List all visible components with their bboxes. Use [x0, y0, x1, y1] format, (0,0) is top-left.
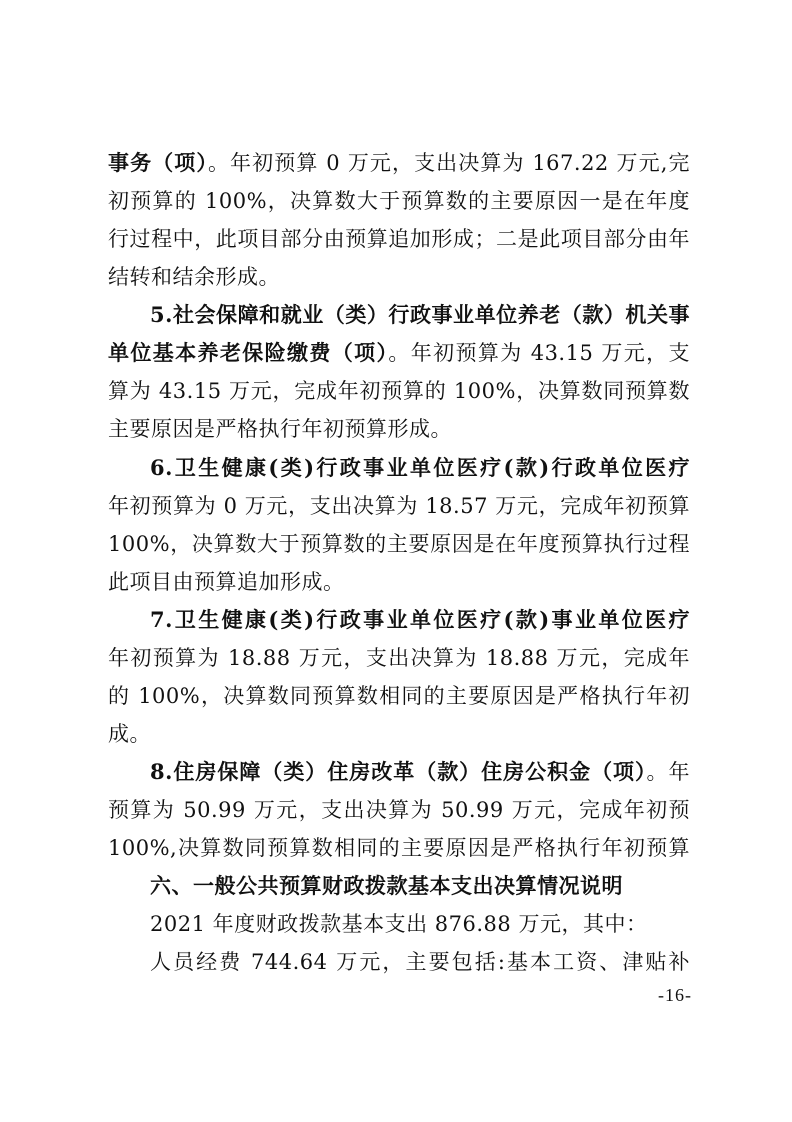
text-line	[108, 221, 690, 257]
text-line	[108, 526, 690, 562]
bold-heading: 7.卫生健康(类)行政事业单位医疗(款)事业单位医疗	[150, 607, 690, 632]
line-text: 结转和结余形成。	[108, 265, 280, 289]
line-text: 成。	[108, 722, 151, 746]
text-line	[108, 830, 690, 866]
line-text: 此项目由预算追加形成。	[108, 570, 345, 594]
line-text: 。年初预算 0 万元，支出决算为 167.22 万元,完	[207, 151, 690, 175]
page-number: -16-	[658, 985, 692, 1005]
text-line	[108, 373, 690, 409]
text-line	[108, 792, 690, 828]
section-heading	[150, 868, 623, 904]
text-line	[150, 754, 690, 790]
text-line	[108, 640, 690, 676]
text-line	[108, 488, 690, 524]
line-text: 年初预算为 18.88 万元，支出决算为 18.88 万元，完成年	[108, 646, 690, 670]
line-text: 预算为 50.99 万元，支出决算为 50.99 万元，完成年初预	[108, 798, 690, 822]
line-text: 初预算的 100%，决算数大于预算数的主要原因一是在年度	[108, 189, 690, 213]
bold-heading: 单位基本养老保险缴费（项）	[108, 340, 389, 365]
line-text: 年初预算为 0 万元，支出决算为 18.57 万元，完成年初预算	[108, 494, 690, 518]
line-text: 行过程中，此项目部分由预算追加形成；二是此项目部分由年	[108, 227, 690, 251]
text-line	[108, 716, 151, 752]
bold-heading: 6.卫生健康(类)行政事业单位医疗(款)行政单位医疗	[150, 455, 690, 480]
text-line	[108, 259, 280, 295]
bold-heading: 事务（项）	[108, 150, 208, 175]
line-text: 100%，决算数大于预算数的主要原因是在年度预算执行过程	[108, 532, 690, 556]
line-text: 。年	[646, 760, 690, 784]
text-line	[108, 564, 345, 600]
text-line	[150, 944, 690, 980]
line-text: 算为 43.15 万元，完成年初预算的 100%，决算数同预算数	[108, 379, 690, 403]
line-text: 人员经费 744.64 万元，主要包括:基本工资、津贴补	[150, 950, 690, 974]
text-line	[108, 145, 690, 181]
text-line	[108, 678, 690, 714]
bold-heading: 六、一般公共预算财政拨款基本支出决算情况说明	[150, 873, 623, 898]
line-text: 的 100%，决算数同预算数相同的主要原因是严格执行年初	[108, 684, 690, 708]
bold-heading: 5.社会保障和就业（类）行政事业单位养老（款）机关事	[150, 302, 690, 327]
text-line	[108, 183, 690, 219]
text-line	[108, 335, 690, 371]
line-text: 。年初预算为 43.15 万元，支	[388, 341, 690, 365]
text-line	[150, 602, 690, 638]
text-line	[150, 297, 690, 333]
text-line	[150, 906, 647, 942]
text-line	[150, 450, 690, 486]
bold-heading: 8.住房保障（类）住房改革（款）住房公积金（项）	[150, 759, 647, 784]
line-text: 主要原因是严格执行年初预算形成。	[108, 417, 452, 441]
line-text: 100%,决算数同预算数相同的主要原因是严格执行年初预算	[108, 836, 690, 860]
text-line	[108, 411, 452, 447]
line-text: 2021 年度财政拨款基本支出 876.88 万元，其中：	[150, 912, 648, 936]
